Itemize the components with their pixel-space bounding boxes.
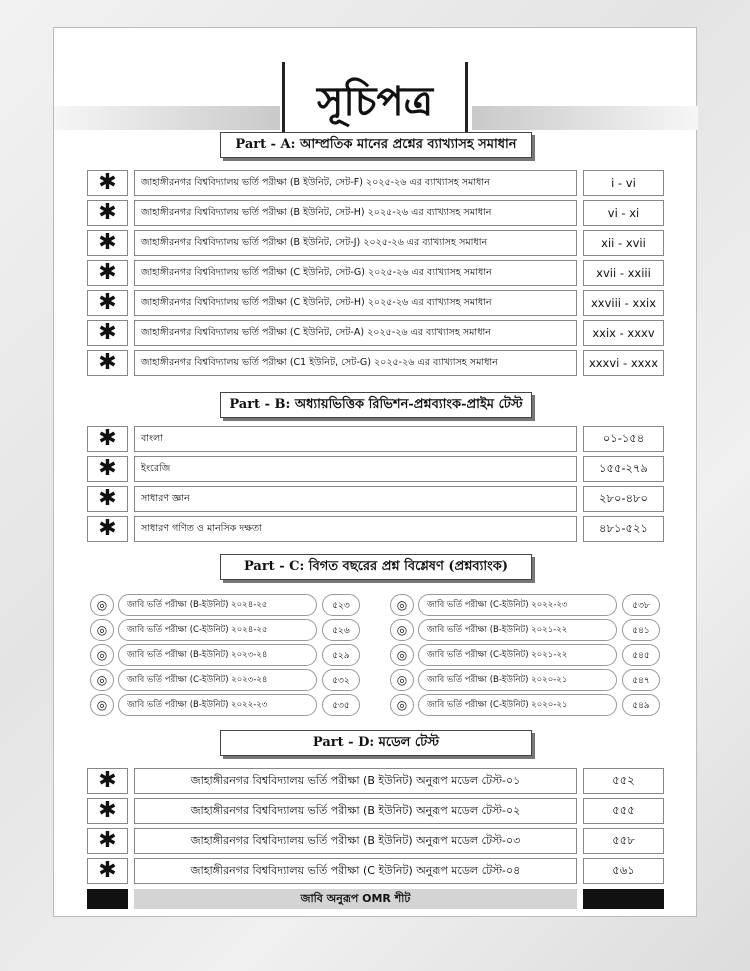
star-icon: ✱ [87, 320, 128, 346]
toc-row [87, 170, 664, 196]
toc-entry-title: জাহাঙ্গীরনগর বিশ্ববিদ্যালয় ভর্তি পরীক্ষা (B ইউনিট, সেট-F) ২০২৫-২৬ এর ব্যাখ্যাসহ সমাধান [134, 170, 577, 196]
toc-page-range: xvii - xxiii [583, 260, 664, 286]
exam-page: ৫৩২ [322, 669, 360, 691]
star-icon: ✱ [87, 798, 128, 824]
toc-entry-title: জাহাঙ্গীরনগর বিশ্ববিদ্যালয় ভর্তি পরীক্ষা (C ইউনিট, সেট-G) ২০২৫-২৬ এর ব্যাখ্যাসহ সমাধান [134, 260, 577, 286]
toc-entry-title: জাহাঙ্গীরনগর বিশ্ববিদ্যালয় ভর্তি পরীক্ষা (B ইউনিট) অনুরূপ মডেল টেস্ট-০১ [134, 768, 577, 794]
part-a-heading: Part - A: আম্প্রতিক মানের প্রশ্নের ব্যাখ্যাসহ সমাধান [220, 132, 532, 158]
star-icon: ✱ [87, 260, 128, 286]
toc-entry-title: জাহাঙ্গীরনগর বিশ্ববিদ্যালয় ভর্তি পরীক্ষা (B ইউনিট, সেট-J) ২০২৫-২৬ এর ব্যাখ্যাসহ সমাধান [134, 230, 577, 256]
exam-list-item [390, 594, 662, 616]
toc-page-range: xxviii - xxix [583, 290, 664, 316]
toc-row [87, 486, 664, 512]
toc-row [87, 230, 664, 256]
exam-page: ৫৩৮ [622, 594, 660, 616]
toc-page-range: ২৮০-৪৮০ [583, 486, 664, 512]
star-icon: ✱ [87, 290, 128, 316]
toc-entry-title: জাহাঙ্গীরনগর বিশ্ববিদ্যালয় ভর্তি পরীক্ষা (C ইউনিট, সেট-H) ২০২৫-২৬ এর ব্যাখ্যাসহ সমাধান [134, 290, 577, 316]
toc-row [87, 320, 664, 346]
exam-title: জাবি ভর্তি পরীক্ষা (B-ইউনিট) ২০২৪-২৫ [118, 594, 317, 616]
bullseye-icon: ◎ [390, 669, 414, 691]
toc-entry-title: সাধারণ জ্ঞান [134, 486, 577, 512]
toc-entry-title: জাহাঙ্গীরনগর বিশ্ববিদ্যালয় ভর্তি পরীক্ষা (C ইউনিট, সেট-A) ২০২৫-২৬ এর ব্যাখ্যাসহ সমাধান [134, 320, 577, 346]
exam-title: জাবি ভর্তি পরীক্ষা (C-ইউনিট) ২০২৩-২৪ [118, 669, 317, 691]
star-icon: ✱ [87, 456, 128, 482]
bullseye-icon: ◎ [390, 694, 414, 716]
toc-page-range: ৫৫৮ [583, 828, 664, 854]
exam-list-item [390, 644, 662, 666]
exam-title: জাবি ভর্তি পরীক্ষা (B-ইউনিট) ২০২০-২১ [418, 669, 617, 691]
bullseye-icon: ◎ [390, 619, 414, 641]
toc-page-range: xii - xvii [583, 230, 664, 256]
toc-row [87, 260, 664, 286]
toc-row [87, 456, 664, 482]
exam-list-item [90, 619, 362, 641]
star-icon: ✱ [87, 426, 128, 452]
exam-title: জাবি ভর্তি পরীক্ষা (C-ইউনিট) ২০২৪-২৫ [118, 619, 317, 641]
omr-sheet-label: জাবি অনুরূপ OMR শীট [134, 889, 577, 909]
omr-black-block-right [583, 889, 664, 909]
exam-title: জাবি ভর্তি পরীক্ষা (B-ইউনিট) ২০২৩-২৪ [118, 644, 317, 666]
exam-page: ৫৪৫ [622, 644, 660, 666]
toc-page-range: xxix - xxxv [583, 320, 664, 346]
bullseye-icon: ◎ [90, 644, 114, 666]
contents-sheet [53, 27, 697, 917]
exam-title: জাবি ভর্তি পরীক্ষা (B-ইউনিট) ২০২২-২৩ [118, 694, 317, 716]
toc-entry-title: ইংরেজি [134, 456, 577, 482]
toc-entry-title: সাধারণ গণিত ও মানসিক দক্ষতা [134, 516, 577, 542]
star-icon: ✱ [87, 768, 128, 794]
toc-row [87, 798, 664, 824]
exam-title: জাবি ভর্তি পরীক্ষা (C-ইউনিট) ২০২২-২৩ [418, 594, 617, 616]
star-icon: ✱ [87, 200, 128, 226]
toc-row [87, 768, 664, 794]
bullseye-icon: ◎ [90, 594, 114, 616]
toc-entry-title: বাংলা [134, 426, 577, 452]
star-icon: ✱ [87, 350, 128, 376]
bullseye-icon: ◎ [90, 694, 114, 716]
exam-title: জাবি ভর্তি পরীক্ষা (B-ইউনিট) ২০২১-২২ [418, 619, 617, 641]
exam-title: জাবি ভর্তি পরীক্ষা (C-ইউনিট) ২০২১-২২ [418, 644, 617, 666]
part-b-heading: Part - B: অধ্যায়ভিত্তিক রিভিশন-প্রশ্নব্যাংক-প্রাইম টেস্ট [220, 392, 532, 418]
toc-page-range: ৫৫৫ [583, 798, 664, 824]
toc-entry-title: জাহাঙ্গীরনগর বিশ্ববিদ্যালয় ভর্তি পরীক্ষা (C1 ইউনিট, সেট-G) ২০২৫-২৬ এর ব্যাখ্যাসহ সমাধান [134, 350, 577, 376]
star-icon: ✱ [87, 486, 128, 512]
toc-page-range: xxxvi - xxxx [583, 350, 664, 376]
exam-list-item [90, 669, 362, 691]
toc-page-range: ০১-১৫৪ [583, 426, 664, 452]
toc-page-range: ৫৬১ [583, 858, 664, 884]
toc-row [87, 516, 664, 542]
toc-row [87, 426, 664, 452]
toc-row [87, 828, 664, 854]
exam-page: ৫৩৫ [322, 694, 360, 716]
exam-page: ৫৪৯ [622, 694, 660, 716]
page-title: সূচিপত্র [282, 62, 468, 144]
exam-page: ৫৪১ [622, 619, 660, 641]
toc-page-range: vi - xi [583, 200, 664, 226]
exam-list-item [90, 644, 362, 666]
toc-page-range: i - vi [583, 170, 664, 196]
star-icon: ✱ [87, 828, 128, 854]
toc-row [87, 858, 664, 884]
title-bar-right [472, 106, 698, 130]
toc-entry-title: জাহাঙ্গীরনগর বিশ্ববিদ্যালয় ভর্তি পরীক্ষা (B ইউনিট) অনুরূপ মডেল টেস্ট-০২ [134, 798, 577, 824]
bullseye-icon: ◎ [90, 669, 114, 691]
part-d-heading: Part - D: মডেল টেস্ট [220, 730, 532, 756]
toc-row [87, 290, 664, 316]
exam-page: ৫২৬ [322, 619, 360, 641]
exam-list-item [90, 694, 362, 716]
toc-row [87, 200, 664, 226]
bullseye-icon: ◎ [390, 594, 414, 616]
toc-entry-title: জাহাঙ্গীরনগর বিশ্ববিদ্যালয় ভর্তি পরীক্ষা (C ইউনিট) অনুরূপ মডেল টেস্ট-০৪ [134, 858, 577, 884]
exam-page: ৫২৯ [322, 644, 360, 666]
star-icon: ✱ [87, 516, 128, 542]
exam-list-item [390, 669, 662, 691]
exam-title: জাবি ভর্তি পরীক্ষা (C-ইউনিট) ২০২০-২১ [418, 694, 617, 716]
exam-list-item [390, 694, 662, 716]
star-icon: ✱ [87, 230, 128, 256]
exam-list-item [390, 619, 662, 641]
omr-black-block-left [87, 889, 128, 909]
toc-row [87, 350, 664, 376]
star-icon: ✱ [87, 858, 128, 884]
exam-page: ৫৪৭ [622, 669, 660, 691]
toc-page-range: ৫৫২ [583, 768, 664, 794]
toc-page-range: ৪৮১-৫২১ [583, 516, 664, 542]
toc-entry-title: জাহাঙ্গীরনগর বিশ্ববিদ্যালয় ভর্তি পরীক্ষা (B ইউনিট, সেট-H) ২০২৫-২৬ এর ব্যাখ্যাসহ সমাধান [134, 200, 577, 226]
bullseye-icon: ◎ [390, 644, 414, 666]
star-icon: ✱ [87, 170, 128, 196]
bullseye-icon: ◎ [90, 619, 114, 641]
part-c-heading: Part - C: বিগত বছরের প্রশ্ন বিশ্লেষণ (প্রশ্নব্যাংক) [220, 554, 532, 580]
toc-entry-title: জাহাঙ্গীরনগর বিশ্ববিদ্যালয় ভর্তি পরীক্ষা (B ইউনিট) অনুরূপ মডেল টেস্ট-০৩ [134, 828, 577, 854]
exam-page: ৫২৩ [322, 594, 360, 616]
exam-list-item [90, 594, 362, 616]
title-bar-left [54, 106, 280, 130]
toc-page-range: ১৫৫-২৭৯ [583, 456, 664, 482]
